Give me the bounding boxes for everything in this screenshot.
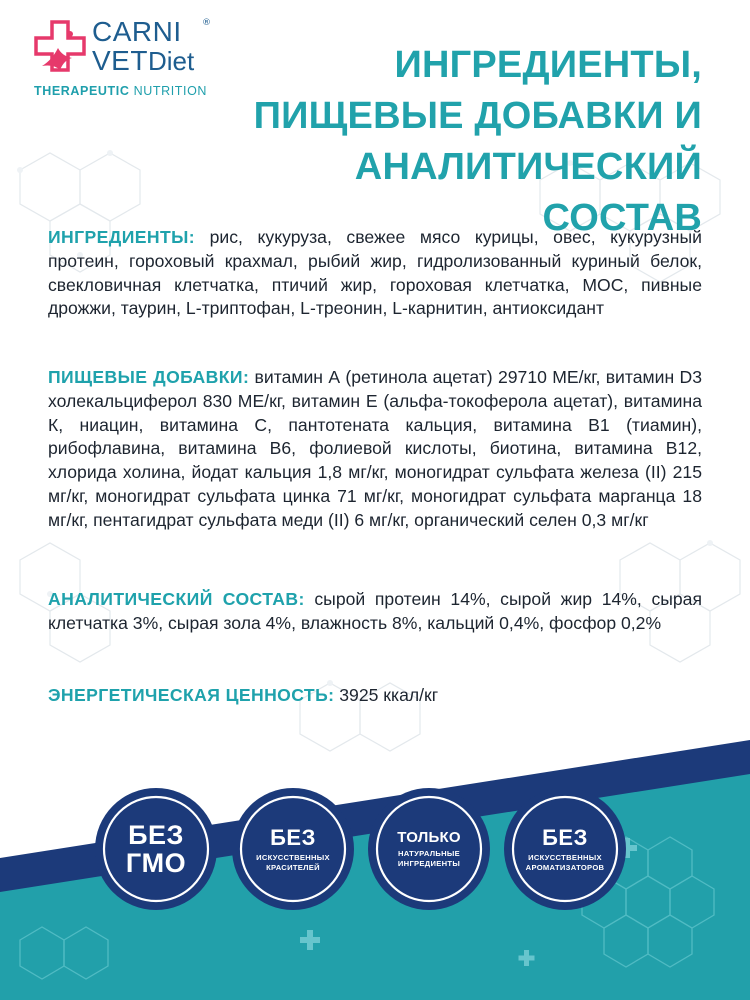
badge-main-text: БЕЗ — [270, 824, 316, 850]
badge-main-line: БЕЗ ГМО — [125, 819, 187, 878]
badge-sub-text: ИСКУССТВЕННЫХ АРОМАТИЗАТОРОВ — [525, 853, 605, 872]
additives-label: ПИЩЕВЫЕ ДОБАВКИ: — [48, 367, 250, 387]
title-line-2: ПИЩЕВЫЕ ДОБАВКИ И — [253, 95, 702, 137]
badge-sub-text: НАТУРАЛЬНЫЕ ИНГРЕДИЕНТЫ — [397, 849, 461, 868]
ingredients-label: ИНГРЕДИЕНТЫ: — [48, 227, 196, 247]
logo-text-vetdiet — [92, 47, 194, 75]
page-title — [242, 40, 702, 244]
analysis-label: АНАЛИТИЧЕСКИЙ СОСТАВ: — [48, 589, 305, 609]
logo-tagline — [34, 84, 207, 98]
title-line-1: ИНГРЕДИЕНТЫ, — [394, 44, 702, 86]
badge-main-text: БЕЗ — [542, 824, 588, 850]
ingredients-text: рис, кукуруза, свежее мясо курицы, овес, кукурузный протеин, гороховый крахмал, рыбий жир, гидролизованный куриный белок, свекловичная клетчатка, птичий жир, гороховая клетчатка, МОС, пивные дрожжи, таурин, L-триптофан, L-треонин, L-карнитин, антиоксидант — [48, 227, 702, 319]
badge-no-gmo — [93, 786, 219, 912]
analysis-text: сырой протеин 14%, сырой жир 14%, сырая клетчатка 3%, сырая зола 4%, влажность 8%, кальций 0,4%, фосфор 0,2% — [48, 589, 702, 633]
composition-content — [48, 226, 702, 730]
badge-main-text — [126, 821, 186, 878]
ingredients-paragraph — [48, 226, 702, 344]
carnivet-logo-mark-icon — [34, 20, 86, 78]
logo-tagline-nutrition: NUTRITION — [133, 84, 208, 98]
logo-text-vet: VET — [92, 45, 148, 76]
registered-mark: ® — [202, 18, 211, 28]
badge-sub-text: ИСКУССТВЕННЫХ КРАСИТЕЛЕЙ — [256, 853, 330, 872]
logo-text-diet: Diet — [147, 46, 195, 76]
energy-paragraph — [48, 684, 702, 708]
badge-main-text: ТОЛЬКО — [397, 828, 461, 846]
energy-text: 3925 ккал/кг — [334, 685, 439, 705]
badge-no-artificial-flavors — [502, 786, 628, 912]
logo-text-carni: CARNI — [92, 16, 182, 47]
additives-paragraph — [48, 366, 702, 566]
badge-no-artificial-colors — [230, 786, 356, 912]
analysis-paragraph — [48, 588, 702, 662]
logo-tagline-therapeutic: THERAPEUTIC — [34, 84, 130, 98]
badge-natural-ingredients — [366, 786, 492, 912]
additives-text: витамин А (ретинола ацетат) 29710 МЕ/кг, витамин D3 холекальциферол 830 МЕ/кг, витамин Е (альфа-токоферола ацетат), витамина К, ниацин, витамина С, пантотената кальция, витамина В1 (тиамин), рибофлавина, витамина В6, фолиевой кислоты, биотина, витамина В12, хлорида холина, йодат кальция 1,8 мг/кг, моногидрат сульфата железа (II) 215 мг/кг, моногидрат сульфата цинка 71 мг/кг, моногидрат сульфата марганца 18 мг/кг, пентагидрат сульфата меди (II) 6 мг/кг, органический селен 0,3 мг/кг — [48, 367, 702, 530]
energy-label: ЭНЕРГЕТИЧЕСКАЯ ЦЕННОСТЬ: — [48, 685, 335, 705]
title-line-3: АНАЛИТИЧЕСКИЙ СОСТАВ — [354, 146, 702, 239]
brand-logo — [34, 14, 244, 104]
